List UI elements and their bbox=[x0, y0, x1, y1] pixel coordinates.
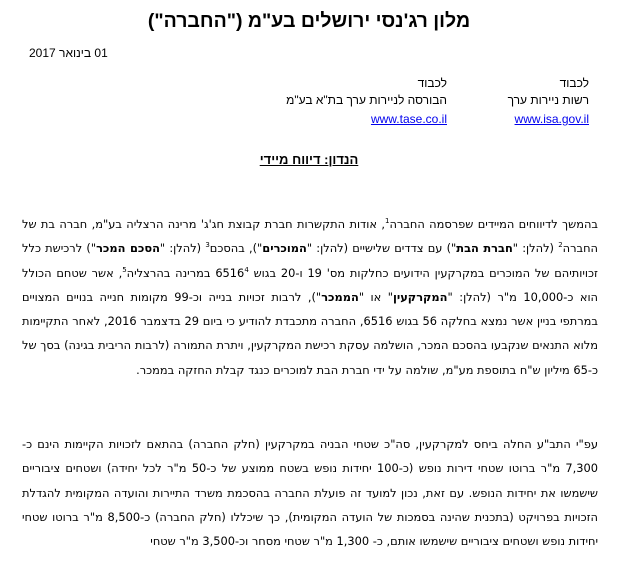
document-date: 01 בינואר 2017 bbox=[29, 46, 108, 60]
isa-website-link[interactable]: www.isa.gov.il bbox=[514, 112, 589, 126]
body-paragraph-1: בהמשך לדיווחים המיידים שפרסמה החברה$^1$, אודות התקשרות חברת קבוצת חג'ג' מרינה הרצליה בע"מ, חברה בת של החברה$^2$ (להלן: "חברת הבת") עם צדדים שלישיים (להלן: "המוכרים"), בהסכם$^3$ (להלן: "הסכם המכר") לרכישת כלל זכויותיהם של המוכרים במקרקעין הידועים כחלקות מס' 19 ו-20 בגוש 6516$^4$ במרינה בהרצליה$^5$, אשר שטחם הכולל הוא כ-10,000 מ"ר (להלן: "המקרקעין" או "הממכר"), לרבות זכויות בנייה וכ-99 מקומות חנייה בנויים המצויים במרתפי בניין אשר נמצא בחלקה 56 בגוש 6516, החברה מתכבדת להודיע כי ביום 29 בדצמבר 2016, לאחר התקיימות מלוא התנאים שנקבעו בהסכם המכר, הושלמה עסקת רכישת המקרקעין, ויתרת התמורה (לרבות הריבית בגינה) בסך של כ-65 מיליון ש"ח בתוספת מע"מ, שולמה על ידי חברת הבת למוכרים כנגד קבלת החזקה בממכר. bbox=[22, 217, 598, 377]
term-real-estate: המקרקעין bbox=[392, 289, 448, 304]
term-sellers: המוכרים bbox=[262, 241, 307, 256]
recipient-isa-name: רשות ניירות ערך bbox=[507, 93, 589, 107]
footnote-ref-4: 4 bbox=[244, 265, 249, 274]
document-title: מלון רג'נסי ירושלים בע"מ ("החברה") bbox=[147, 10, 471, 32]
recipient-tase-to: לכבוד bbox=[417, 76, 447, 90]
footnote-ref-2: 2 bbox=[558, 241, 563, 250]
recipient-isa bbox=[508, 75, 589, 128]
tase-website-link[interactable]: www.tase.co.il bbox=[370, 112, 447, 126]
recipient-isa-to: לכבוד bbox=[559, 76, 589, 90]
document-subject: הנדון: דיווח מיידי bbox=[259, 152, 359, 167]
term-sale-agreement: הסכם המכר bbox=[96, 241, 160, 256]
footnote-ref-5: 5 bbox=[122, 265, 127, 274]
footnote-ref-1: 1 bbox=[384, 217, 390, 226]
term-property: הממכר bbox=[321, 289, 359, 304]
term-subsidiary: חברת הבת bbox=[456, 241, 513, 256]
recipient-tase bbox=[286, 75, 447, 128]
footnote-ref-3: 3 bbox=[205, 241, 210, 250]
body-paragraph-2: עפ"י התב"ע החלה ביחס למקרקעין, סה"כ שטחי הבניה במקרקעין (חלק החברה) בהתאם לזכויות הקיימות הינם כ- 7,300 מ"ר ברוטו שטחי דירות נופש (כ-100 יחידות נופש בשטח ממוצע של כ-50 מ"ר לכל יחידה) ושטחים ציבוריים שישמשו את יחידות הנופש. עם זאת, נכון למועד זה פועלת החברה בהסכמת משרד התיירות והועדה המקומית להגדלת הזכויות בפרויקט (בתכנית שהינה בסמכות של הועדה המקומית), כך שיכללו (חלק החברה) כ-8,500 מ"ר ברוטו שטחי יחידות נופש ושטחים ציבוריים שישמשו אותם, כ- 1,300 מ"ר שטחי מסחר וכ-3,500 מ"ר שטחי bbox=[22, 437, 598, 549]
recipient-tase-name: הבורסה לניירות ערך בת"א בע"מ bbox=[286, 93, 447, 107]
